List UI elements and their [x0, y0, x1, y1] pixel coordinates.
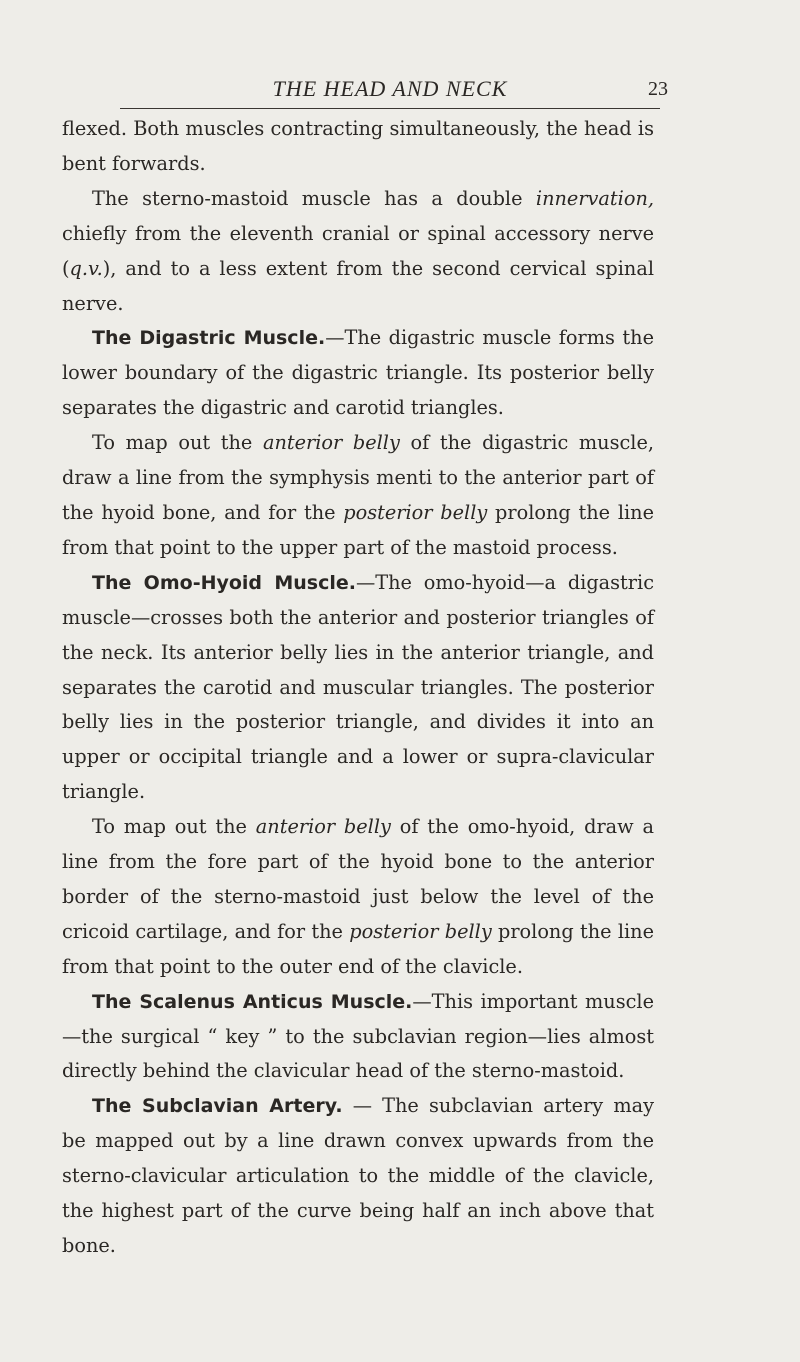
paragraph-2: [62, 182, 654, 322]
paragraph-4-italic2: posterior belly: [343, 500, 488, 524]
paragraph-3: [62, 321, 654, 426]
paragraph-7: [62, 985, 654, 1090]
section-heading-scalenus-anticus: The Scalenus Anticus Muscle.: [92, 990, 413, 1013]
section-heading-omo-hyoid: The Omo-Hyoid Muscle.: [92, 571, 356, 594]
paragraph-5: [62, 566, 654, 810]
paragraph-6-part2: of the omo-hyoid, draw a line from the fore part of the hyoid bone to the anterior border of the sterno-mastoid just below the level of the cricoid cartilage, and for the: [62, 815, 655, 943]
paragraph-1: [62, 112, 654, 182]
paragraph-2-part2: chiefly from the eleventh cranial or spinal accessory nerve (: [62, 221, 654, 280]
paragraph-8-text: — The subclavian artery may be mapped out by a line drawn convex upwards from the sterno-clavicular articulation to the middle of the clavicle, the highest part of the curve being half an inch above that bone.: [62, 1094, 654, 1257]
paragraph-2-italic1: innervation,: [535, 186, 654, 210]
header-rule: [120, 108, 660, 109]
paragraph-4-part1: To map out the: [92, 431, 263, 455]
paragraph-6-part3: prolong the line from that point to the outer end of the clavicle.: [62, 919, 654, 978]
section-heading-digastric: The Digastric Muscle.: [92, 327, 326, 350]
paragraph-7-text: —This important muscle —the surgical “ key ” to the subclavian region—lies almost directly behind the clavicular head of the sterno-mastoid.: [62, 989, 654, 1083]
paragraph-4-part2: of the digastric muscle, draw a line from the symphysis menti to the anterior part of the hyoid bone, and for the: [62, 431, 654, 524]
paragraph-4: [62, 426, 654, 566]
paragraph-6-part1: To map out the: [92, 815, 256, 839]
paragraph-8: [62, 1089, 654, 1264]
paragraph-2-part3: ), and to a less extent from the second cervical spinal nerve.: [62, 256, 654, 315]
paragraph-3-text: —The digastric muscle forms the lower boundary of the digastric triangle. Its posterior belly separates the digastric and carotid triangles.: [62, 326, 654, 420]
paragraph-5-text: —The omo-hyoid—a digastric muscle—crosses both the anterior and posterior triangles of the neck. Its anterior belly lies in the anterior triangle, and separates the carotid and muscular triangles. The posterior belly lies in the posterior triangle, and divides it into an upper or occipital triangle and a lower or supra-clavicular triangle.: [62, 570, 654, 804]
running-head: [120, 72, 668, 112]
paragraph-2-part1: The sterno-mastoid muscle has a double: [92, 186, 536, 210]
body-text: [62, 112, 654, 1264]
section-heading-subclavian-artery: The Subclavian Artery.: [92, 1095, 343, 1118]
page-number: 23: [648, 78, 668, 100]
paragraph-4-part3: prolong the line from that point to the upper part of the mastoid process.: [62, 500, 654, 559]
paragraph-2-italic2: q.v.: [69, 256, 103, 280]
running-head-title: THE HEAD AND NECK: [272, 76, 508, 101]
paragraph-6-italic1: anterior belly: [255, 815, 391, 839]
paragraph-6: [62, 810, 654, 985]
paragraph-4-italic1: anterior belly: [262, 431, 400, 455]
paragraph-1-text: flexed. Both muscles contracting simultaneously, the head is bent forwards.: [62, 117, 654, 175]
paragraph-6-italic2: posterior belly: [349, 919, 492, 943]
